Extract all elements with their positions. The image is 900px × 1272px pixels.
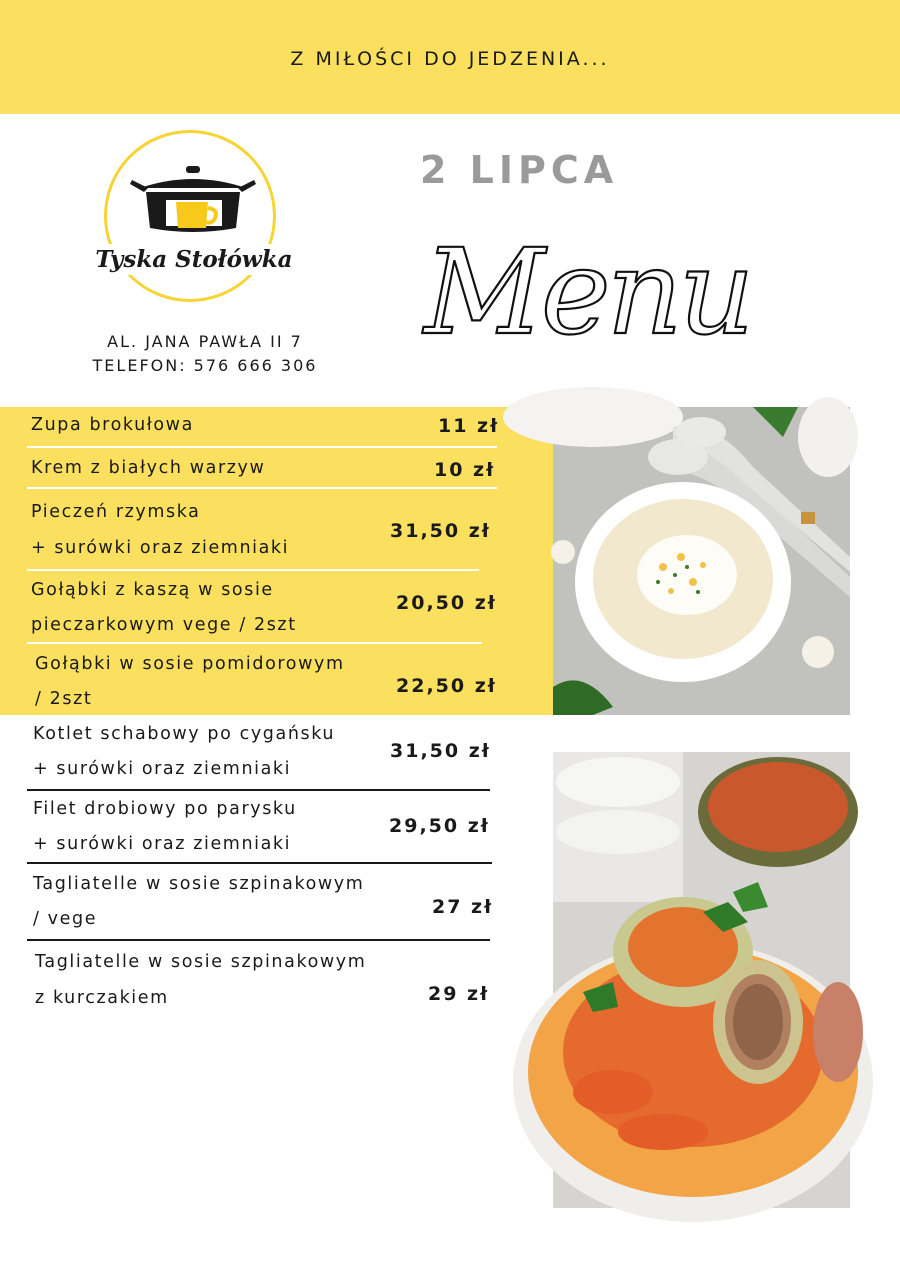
menu-item-name: Krem z białych warzyw — [31, 458, 266, 478]
menu-item-name: + surówki oraz ziemniaki — [33, 759, 292, 779]
menu-item-name: / 2szt — [35, 689, 93, 709]
menu-item-name: Filet drobiowy po parysku — [33, 799, 297, 819]
menu-item-name: Gołąbki z kaszą w sosie — [31, 580, 274, 600]
menu-item-name: pieczarkowym vege / 2szt — [31, 615, 297, 635]
menu-item-price: 20,50 zł — [396, 592, 497, 614]
menu-item-price: 11 zł — [438, 415, 500, 437]
phone: TELEFON: 576 666 306 — [92, 356, 318, 375]
menu-item-name: Kotlet schabowy po cygańsku — [33, 724, 336, 744]
menu-date: 2 LIPCA — [420, 148, 619, 192]
menu-item-price: 29,50 zł — [389, 815, 490, 837]
divider — [27, 862, 492, 864]
logo — [95, 130, 293, 308]
menu-item-name: Pieczeń rzymska — [31, 502, 201, 522]
brand-name: Tyska Stołówka — [84, 244, 304, 275]
menu-title-text: Menu — [424, 223, 751, 361]
tagline: Z MIŁOŚCI DO JEDZENIA... — [290, 48, 610, 70]
menu-item-name: + surówki oraz ziemniaki — [33, 834, 292, 854]
menu-item-price: 31,50 zł — [390, 740, 491, 762]
menu-item-price: 31,50 zł — [390, 520, 491, 542]
menu-item-name: Gołąbki w sosie pomidorowym — [35, 654, 345, 674]
address: AL. JANA PAWŁA II 7 — [107, 332, 303, 351]
stuffed-cabbage-photo — [553, 752, 850, 1208]
menu-item-name: Zupa brokułowa — [31, 415, 194, 435]
divider — [27, 446, 497, 448]
menu-item-price: 29 zł — [428, 983, 490, 1005]
divider — [27, 487, 497, 489]
pot-icon — [130, 166, 256, 246]
menu-item-name: / vege — [33, 909, 98, 929]
menu-item-price: 22,50 zł — [396, 675, 497, 697]
menu-item-name: z kurczakiem — [35, 988, 169, 1008]
divider — [27, 939, 490, 941]
menu-item-name: Tagliatelle w sosie szpinakowym — [33, 874, 365, 894]
menu-title — [420, 205, 751, 375]
cream-soup-photo — [553, 407, 850, 715]
menu-item-price: 27 zł — [432, 896, 494, 918]
menu-item-price: 10 zł — [434, 459, 496, 481]
menu-item-name: Tagliatelle w sosie szpinakowym — [35, 952, 367, 972]
divider — [27, 642, 482, 644]
menu-item-name: + surówki oraz ziemniaki — [31, 538, 290, 558]
divider — [27, 569, 479, 571]
